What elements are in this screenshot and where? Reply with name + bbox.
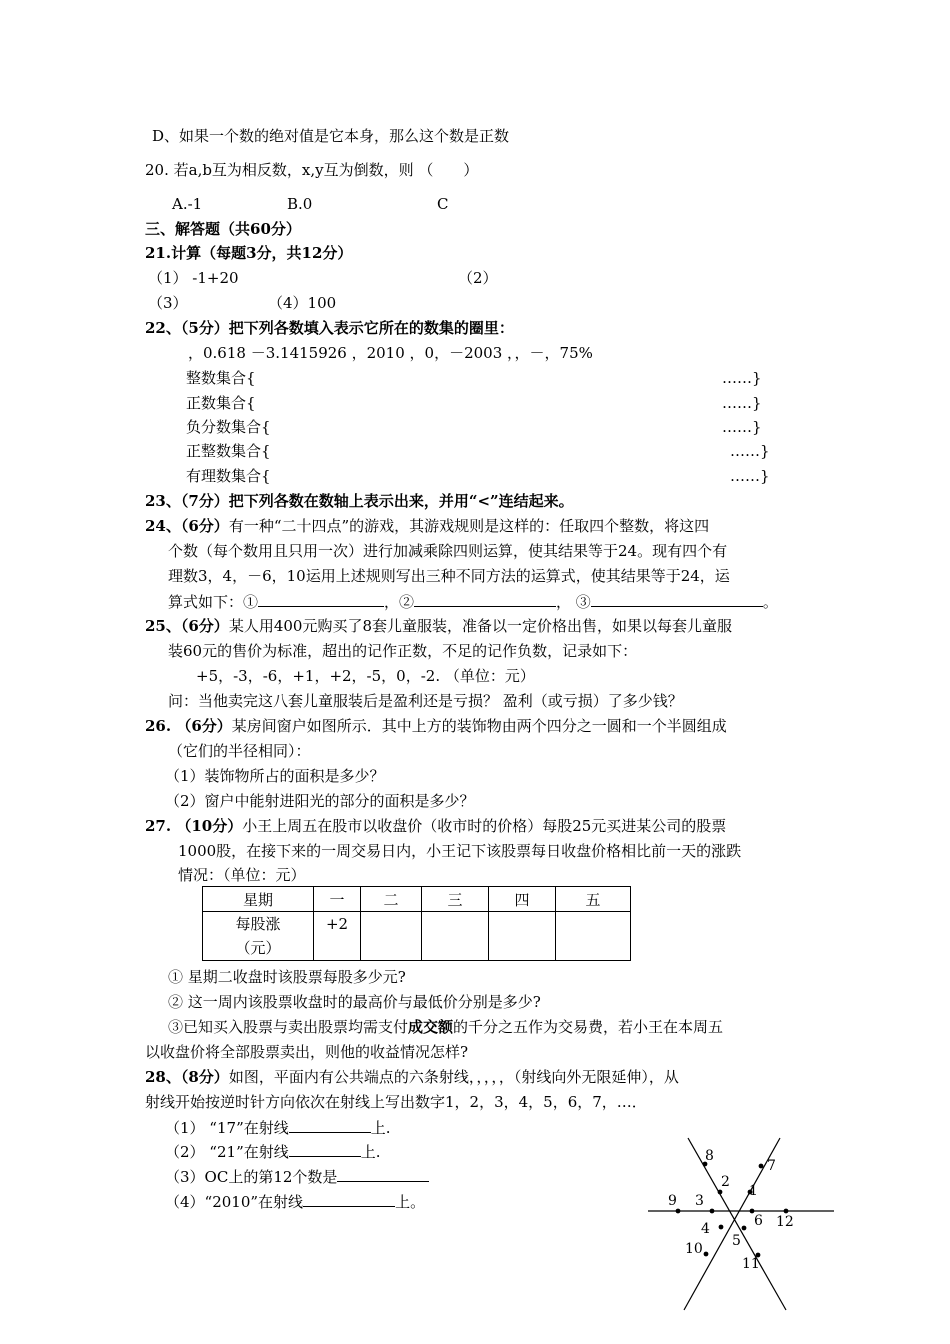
figure-label: 6 bbox=[754, 1213, 763, 1229]
figure-label: 2 bbox=[721, 1174, 730, 1190]
q28-answer-blank-1[interactable] bbox=[289, 1117, 371, 1133]
q22-set-positive: 正数集合{ bbox=[186, 394, 256, 412]
table-header-cell: 二 bbox=[361, 887, 422, 912]
section-title: 三、解答题（共60分） bbox=[145, 220, 301, 238]
table-row-label bbox=[203, 912, 314, 961]
q24-answer-blank-1[interactable] bbox=[258, 591, 384, 607]
figure-label: 9 bbox=[668, 1193, 677, 1209]
q26-text1: 某房间窗户如图所示．其中上方的装饰物由两个四分之一圆和一个半圆组成 bbox=[231, 717, 727, 735]
table-header-row bbox=[203, 887, 631, 912]
q28-answer-blank-4[interactable] bbox=[303, 1191, 395, 1207]
point-3 bbox=[710, 1209, 715, 1214]
q27-sub3-b: 的千分之五作为交易费，若小王在本周五 bbox=[453, 1018, 724, 1036]
q28-sub1-label: （1） “17”在射线 bbox=[165, 1119, 289, 1137]
q22-set-integer: 整数集合{ bbox=[186, 369, 256, 387]
q20-stem: 20. 若a,b互为相反数，x,y互为倒数，则 （ ） bbox=[145, 161, 479, 179]
q26-line2: （它们的半径相同）： bbox=[168, 742, 311, 760]
q26-sub1: （1）装饰物所占的面积是多少？ bbox=[165, 767, 385, 785]
q25-question: 问：当他卖完这八套儿童服装后是盈利还是亏损？ 盈利（或亏损）了多少钱？ bbox=[168, 692, 683, 710]
q22-set-rational-end: ……} bbox=[730, 467, 770, 485]
q25-text1: 某人用400元购买了8套儿童服装，准备以一定价格出售，如果以每套儿童服 bbox=[228, 617, 732, 635]
q23-title: 23、（7分）把下列各数在数轴上表示出来，并用“<”连结起来。 bbox=[145, 492, 574, 510]
point-4 bbox=[719, 1225, 724, 1230]
q22-set-negative-fraction: 负分数集合{ bbox=[186, 418, 271, 436]
figure-label: 12 bbox=[776, 1214, 794, 1230]
table-cell bbox=[422, 912, 489, 961]
q28-answer-blank-3[interactable] bbox=[337, 1166, 429, 1182]
q20-option-b: B.0 bbox=[287, 195, 313, 213]
q20-option-c: C bbox=[437, 195, 449, 213]
figure-label: 4 bbox=[701, 1221, 710, 1237]
q27-sub1: ① 星期二收盘时该股票每股多少元? bbox=[168, 968, 406, 986]
table-header-cell: 四 bbox=[489, 887, 556, 912]
q28-text1: 如图，平面内有公共端点的六条射线，，，，，（射线向外无限延伸），从 bbox=[228, 1068, 679, 1086]
q24-end: 。 bbox=[762, 593, 778, 611]
q21-part1: （1） -1+20 bbox=[148, 269, 239, 287]
row-label-line1: 每股涨 bbox=[235, 915, 281, 933]
q24-label-1: 算式如下：① bbox=[168, 593, 259, 611]
q24-line1 bbox=[145, 516, 709, 536]
q26-line1 bbox=[145, 716, 727, 736]
q24-text1: 有一种“二十四点”的游戏，其游戏规则是这样的：任取四个整数，将这四 bbox=[228, 517, 710, 535]
q26-head: 26. （6分） bbox=[145, 717, 232, 735]
q24-head: 24、（6分） bbox=[145, 517, 229, 535]
q28-head: 28、（8分） bbox=[145, 1068, 229, 1086]
q21-part4: （4）100 bbox=[268, 294, 337, 312]
figure-label: 11 bbox=[742, 1256, 760, 1272]
q22-set-positive-integer-end: ……} bbox=[730, 442, 770, 460]
q21-part2: （2） bbox=[458, 269, 498, 287]
q28-sub2-end: 上. bbox=[360, 1143, 381, 1161]
figure-label: 5 bbox=[732, 1233, 741, 1249]
q25-line1 bbox=[145, 616, 732, 636]
q26-sub2: （2）窗户中能射进阳光的部分的面积是多少？ bbox=[165, 792, 475, 810]
q28-line1 bbox=[145, 1067, 679, 1087]
q24-label-3: ， ③ bbox=[556, 593, 591, 611]
q20-option-a: A.-1 bbox=[172, 195, 203, 213]
q25-head: 25、（6分） bbox=[145, 617, 229, 635]
q21-title: 21.计算（每题3分，共12分） bbox=[145, 244, 353, 262]
table-header-cell: 一 bbox=[314, 887, 361, 912]
point-12 bbox=[784, 1209, 789, 1214]
table-cell bbox=[361, 912, 422, 961]
q27-sub2: ② 这一周内该股票收盘时的最高价与最低价分别是多少? bbox=[168, 993, 541, 1011]
q22-numbers: ，0.618 －3.1415926 ，2010 ，0，－2003 ，，－，75% bbox=[188, 344, 593, 362]
q27-line1 bbox=[145, 816, 726, 836]
q28-sub4-label: （4）“2010”在射线 bbox=[165, 1193, 304, 1211]
table-header-cell: 三 bbox=[422, 887, 489, 912]
table-header-cell: 星期 bbox=[203, 887, 314, 912]
q24-line2: 个数（每个数用且只用一次）进行加减乘除四则运算，使其结果等于24。现有四个有 bbox=[168, 542, 728, 560]
row-label-line2: （元） bbox=[235, 939, 281, 957]
q28-sub4-end: 上。 bbox=[395, 1193, 426, 1211]
q22-set-rational: 有理数集合{ bbox=[186, 467, 271, 485]
q27-head: 27. （10分） bbox=[145, 817, 243, 835]
table-cell: +2 bbox=[314, 912, 361, 961]
q19-option-d: D、如果一个数的绝对值是它本身，那么这个数是正数 bbox=[152, 127, 510, 145]
q28-line2: 射线开始按逆时针方向依次在射线上写出数字1，2，3，4，5，6，7，…． bbox=[145, 1093, 647, 1111]
q24-line3: 理数3，4，－6，10运用上述规则写出三种不同方法的运算式，使其结果等于24，运 bbox=[168, 567, 730, 585]
table-cell bbox=[489, 912, 556, 961]
q25-records: +5，-3，-6，+1，+2，-5，0，-2. （单位：元） bbox=[196, 667, 535, 685]
q28-sub2 bbox=[165, 1141, 381, 1162]
point-10 bbox=[704, 1252, 709, 1257]
q24-label-2: ，② bbox=[384, 593, 415, 611]
q28-sub3-label: （3）OC上的第12个数是 bbox=[165, 1168, 338, 1186]
rays-figure bbox=[640, 1130, 840, 1320]
q24-answer-blank-2[interactable] bbox=[414, 591, 556, 607]
figure-label: 7 bbox=[767, 1158, 776, 1174]
q25-line2: 装60元的售价为标准，超出的记作正数，不足的记作负数，记录如下： bbox=[168, 642, 638, 660]
q28-answer-blank-2[interactable] bbox=[289, 1141, 361, 1157]
q22-set-negative-fraction-end: ……} bbox=[722, 418, 762, 436]
q27-line2: 1000股，在接下来的一周交易日内，小王记下该股票每日收盘价格相比前一天的涨跌 bbox=[178, 842, 742, 860]
figure-label: 3 bbox=[695, 1193, 704, 1209]
ray-diagonal-2 bbox=[684, 1138, 780, 1310]
figure-label: 8 bbox=[705, 1148, 714, 1164]
table-row bbox=[203, 912, 631, 961]
q27-text1: 小王上周五在股市以收盘价（收市时的价格）每股25元买进某公司的股票 bbox=[242, 817, 727, 835]
point-7 bbox=[759, 1164, 764, 1169]
point-2 bbox=[718, 1190, 723, 1195]
q22-set-positive-integer: 正整数集合{ bbox=[186, 442, 271, 460]
table-cell bbox=[556, 912, 631, 961]
q27-sub3-bold: 成交额 bbox=[408, 1018, 454, 1036]
q22-set-integer-end: ……} bbox=[722, 369, 762, 387]
stock-change-table bbox=[202, 886, 631, 961]
q24-line4 bbox=[168, 591, 778, 612]
q28-sub1-end: 上. bbox=[370, 1119, 391, 1137]
q22-set-positive-end: ……} bbox=[722, 394, 762, 412]
q22-title: 22、（5分）把下列各数填入表示它所在的数集的圈里： bbox=[145, 319, 514, 337]
q27-sub3-line2: 以收盘价将全部股票卖出，则他的收益情况怎样? bbox=[145, 1043, 469, 1061]
q28-sub4 bbox=[165, 1191, 425, 1212]
q24-answer-blank-3[interactable] bbox=[591, 591, 763, 607]
figure-label: 10 bbox=[685, 1241, 703, 1257]
q28-sub3 bbox=[165, 1166, 429, 1187]
q27-line3: 情况：（单位：元） bbox=[178, 866, 306, 884]
point-9 bbox=[676, 1209, 681, 1214]
q27-sub3-a: ③已知买入股票与卖出股票均需支付 bbox=[168, 1018, 409, 1036]
table-header-cell: 五 bbox=[556, 887, 631, 912]
q28-sub1 bbox=[165, 1117, 391, 1138]
q27-sub3 bbox=[168, 1017, 723, 1037]
figure-label: 1 bbox=[749, 1183, 758, 1199]
q21-part3: （3） bbox=[148, 294, 188, 312]
q28-sub2-label: （2） “21”在射线 bbox=[165, 1143, 289, 1161]
point-5 bbox=[742, 1226, 747, 1231]
